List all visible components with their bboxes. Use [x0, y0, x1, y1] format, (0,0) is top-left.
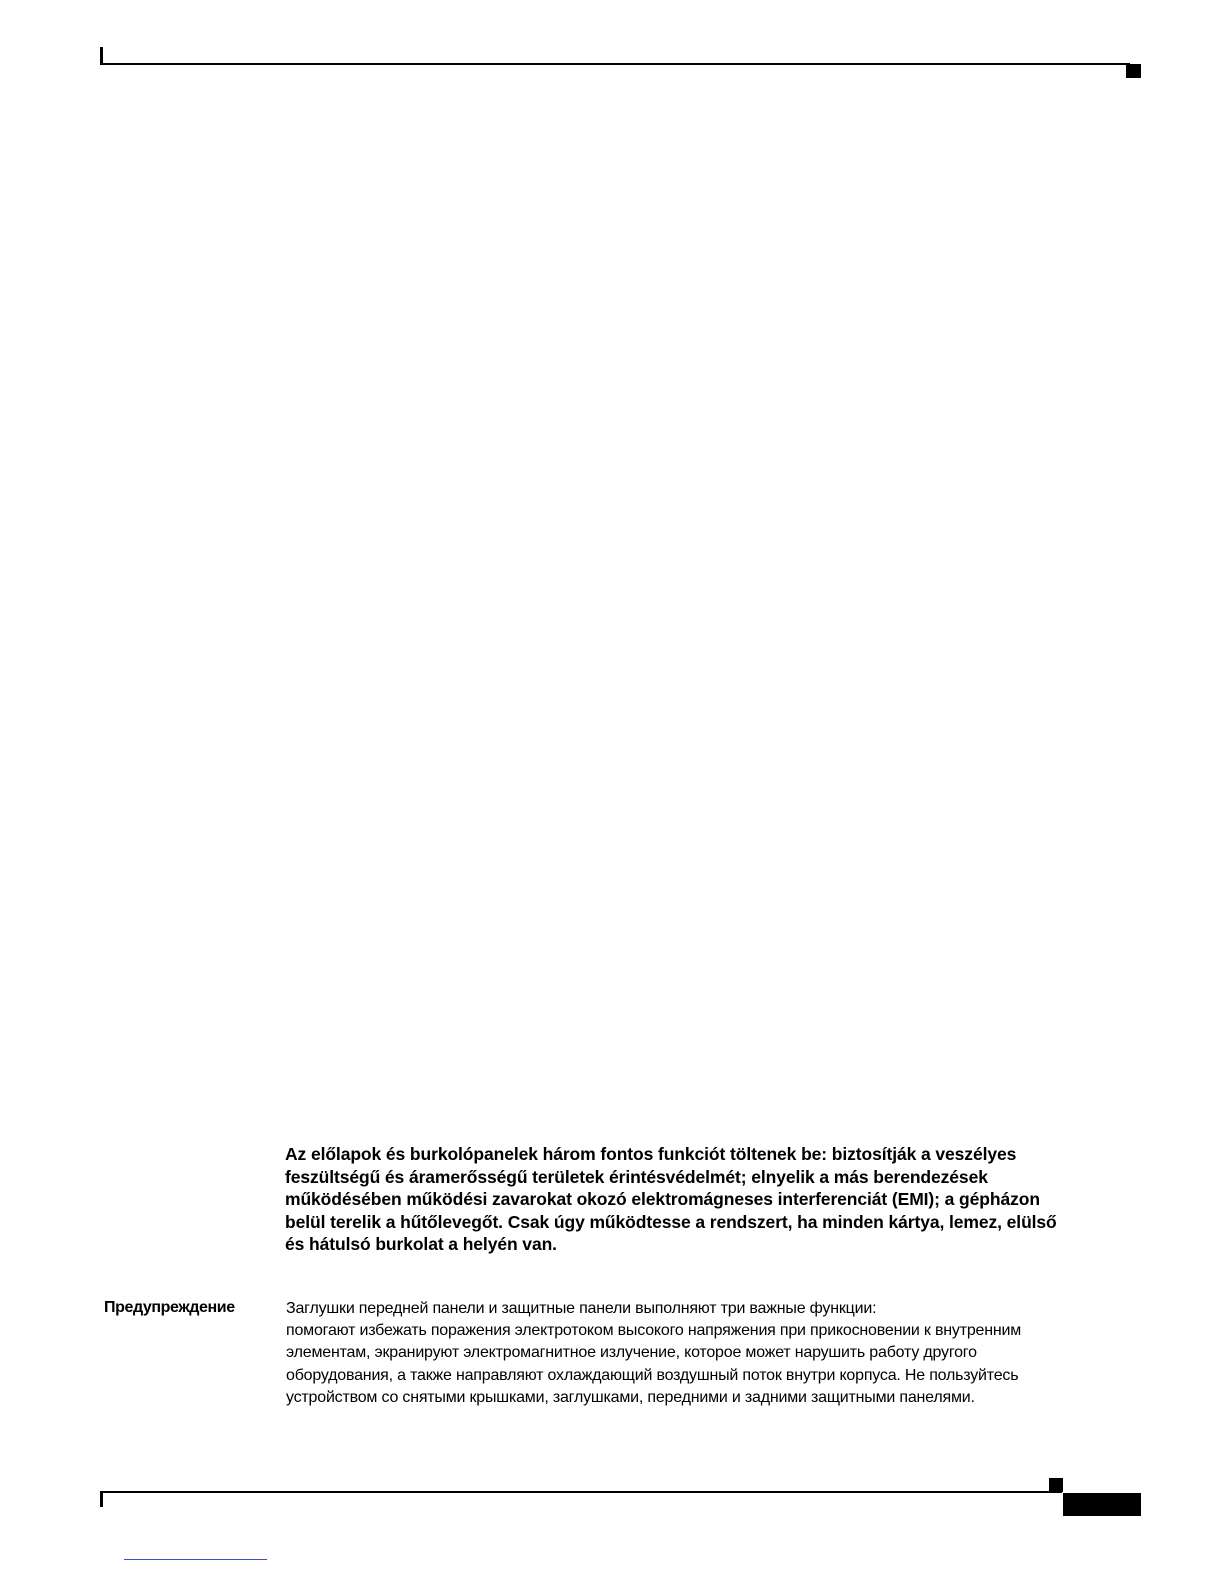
warning-ru-line: элементам, экранируют электромагнитное излучение, которое может нарушить работу другого: [286, 1344, 977, 1362]
warning-label-russian: Предупреждение: [104, 1299, 235, 1316]
warning-text-hungarian: [285, 1143, 1145, 1256]
warning-text-russian: [286, 1298, 1146, 1409]
footer-marker: [1049, 1478, 1063, 1492]
footer-left-tick: [100, 1491, 103, 1507]
warning-hu-line: feszültségű és áramerősségű területek érintésvédelmét; elnyelik a más berendezések: [285, 1166, 988, 1187]
footer-rule: [100, 1491, 1062, 1493]
warning-hu-line: Az előlapok és burkolópanelek három fontos funkciót töltenek be: biztosítják a veszélyes: [285, 1144, 1017, 1164]
warning-ru-line: устройством со снятыми крышками, заглушками, передними и задними защитными панелями.: [286, 1388, 975, 1406]
warning-ru-line: Заглушки передней панели и защитные панели выполняют три важные функции:: [286, 1300, 877, 1317]
warning-hu-line: belül terelik a hűtőlevegőt. Csak úgy működtesse a rendszert, ha minden kártya, lemez, elülső: [285, 1211, 1057, 1232]
warning-ru-line: оборудования, а также направляют охлаждающий воздушный поток внутри корпуса. Не пользуйтесь: [286, 1366, 1019, 1384]
header-rule: [100, 63, 1130, 65]
header-corner-marker: [1126, 64, 1141, 78]
warning-hu-line: és hátulsó burkolat a helyén van.: [285, 1234, 557, 1254]
warning-ru-line: помогают избежать поражения электротоком высокого напряжения при прикосновении к внутренним: [286, 1322, 1022, 1340]
footer-page-tab: [1063, 1493, 1141, 1516]
warning-hu-line: működésében működési zavarokat okozó elektromágneses interferenciát (EMI); a gépházon: [285, 1189, 1040, 1209]
footer-link-underline[interactable]: [124, 1559, 267, 1560]
